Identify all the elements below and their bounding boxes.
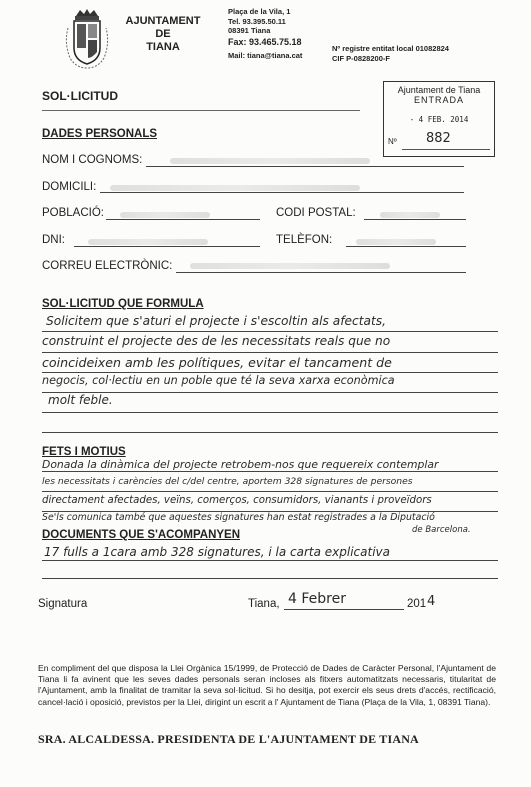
address-text: Plaça de la Vila, 1 [228, 7, 291, 16]
postal-code-field [364, 219, 466, 220]
org-name [124, 15, 202, 54]
addressee: SRA. ALCALDESSA. PRESIDENTA DE L'AJUNTAMENT DE TIANA [38, 732, 419, 746]
cif-text: CIF P-0828200-F [332, 53, 390, 63]
signature-label: Signatura [38, 598, 88, 610]
fax-text: Fax: 93.465.75.18 [228, 36, 302, 47]
entry-stamp [383, 81, 495, 157]
documents-title: DOCUMENTS QUE S'ACOMPANYEN [42, 529, 241, 541]
dni-field [74, 246, 260, 247]
signature-place: Tiana, [248, 598, 280, 610]
stamp-title: Ajuntament de Tiana [397, 85, 481, 95]
request-line-5: molt feble. [48, 393, 113, 407]
phone-label: TELÈFON: [276, 234, 333, 246]
stamp-date: - 4 FEB. 2014 [409, 115, 469, 124]
signature-date-hand: 4 Febrer [288, 591, 346, 607]
city-field [106, 219, 260, 220]
postcode-text: 08391 Tiana [228, 26, 271, 35]
documents-line: 17 fulls a 1cara amb 328 signatures, i la carta explicativa [44, 545, 390, 559]
facts-line-4: Se'ls comunica també que aquestes signatures han estat registrades a la Diputació [42, 512, 435, 523]
city-label: POBLACIÓ: [42, 207, 104, 219]
stamp-number-label: Nº [388, 137, 397, 146]
form-title: SOL·LICITUD [42, 89, 118, 103]
tel-text: Tel. 93.395.50.11 [228, 16, 286, 26]
postal-code-label: CODI POSTAL: [276, 207, 356, 219]
org-line-1: AJUNTAMENT [125, 15, 201, 27]
facts-line-2: les necessitats i carències del c/del centre, aportem 328 signatures de persones [42, 476, 413, 487]
address-label: DOMICILI: [42, 181, 97, 193]
mail-text: Mail: tiana@tiana.cat [228, 50, 303, 60]
email-label: CORREU ELECTRÒNIC: [42, 260, 173, 272]
personal-data-title: DADES PERSONALS [42, 128, 158, 140]
request-line-3: coincideixen amb les polítiques, evitar el tancament de [42, 355, 392, 370]
name-label: NOM I COGNOMS: [42, 154, 143, 166]
request-line-2: construint el projecte des de les necessitats reals que no [42, 334, 391, 348]
dni-label: DNI: [42, 234, 65, 246]
org-line-2: DE [155, 28, 171, 40]
stamp-number: 882 [426, 131, 451, 146]
signature-year-prefix: 201 [407, 598, 427, 610]
legal-notice: En compliment del que disposa la Llei Orgànica 15/1999, de Protecció de Dades de Caràcter Personal, l'Ajuntament de Tiana li fa avinent que les seves dades personals seran incloses als fitxers automatitzats necessaris, titularitat de l'Ajuntament, amb la finalitat de tramitar la seva sol·licitud. Si ho desitja, pot exercir els seus drets d'accés, rectificació, cancel·lació i oposició, previstos per la Llei, dirigint un escrit a l' Ajuntament de Tiana (Plaça de la Vila, 1, 08391 Tiana). [38, 663, 496, 707]
facts-line-3: directament afectades, veïns, comerços, consumidors, vianants i proveïdors [42, 495, 432, 506]
facts-title: FETS I MOTIUS [42, 446, 126, 458]
registry-block [332, 44, 449, 63]
coat-of-arms-logo [62, 8, 112, 70]
name-field [146, 166, 464, 167]
stamp-subtitle: ENTRADA [413, 95, 464, 105]
request-line-4: negocis, col·lectiu en un poble que té la seva xarxa econòmica [42, 374, 395, 387]
signature-year-hand: 4 [427, 594, 436, 609]
contact-block [228, 7, 302, 60]
facts-line-5: de Barcelona. [412, 525, 471, 535]
request-title: SOL·LICITUD QUE FORMULA [42, 298, 204, 310]
email-field [176, 272, 466, 273]
signature-date-field [284, 609, 404, 610]
org-line-3: TIANA [146, 41, 180, 53]
facts-line-1: Donada la dinàmica del projecte retrobem-nos que requereix contemplar [42, 458, 439, 471]
phone-field [346, 246, 466, 247]
request-line-1: Solicitem que s'aturi el projecte i s'escoltin als afectats, [46, 314, 386, 328]
registry-text: Nº registre entitat local 01082824 [332, 44, 449, 53]
address-field [100, 192, 464, 193]
